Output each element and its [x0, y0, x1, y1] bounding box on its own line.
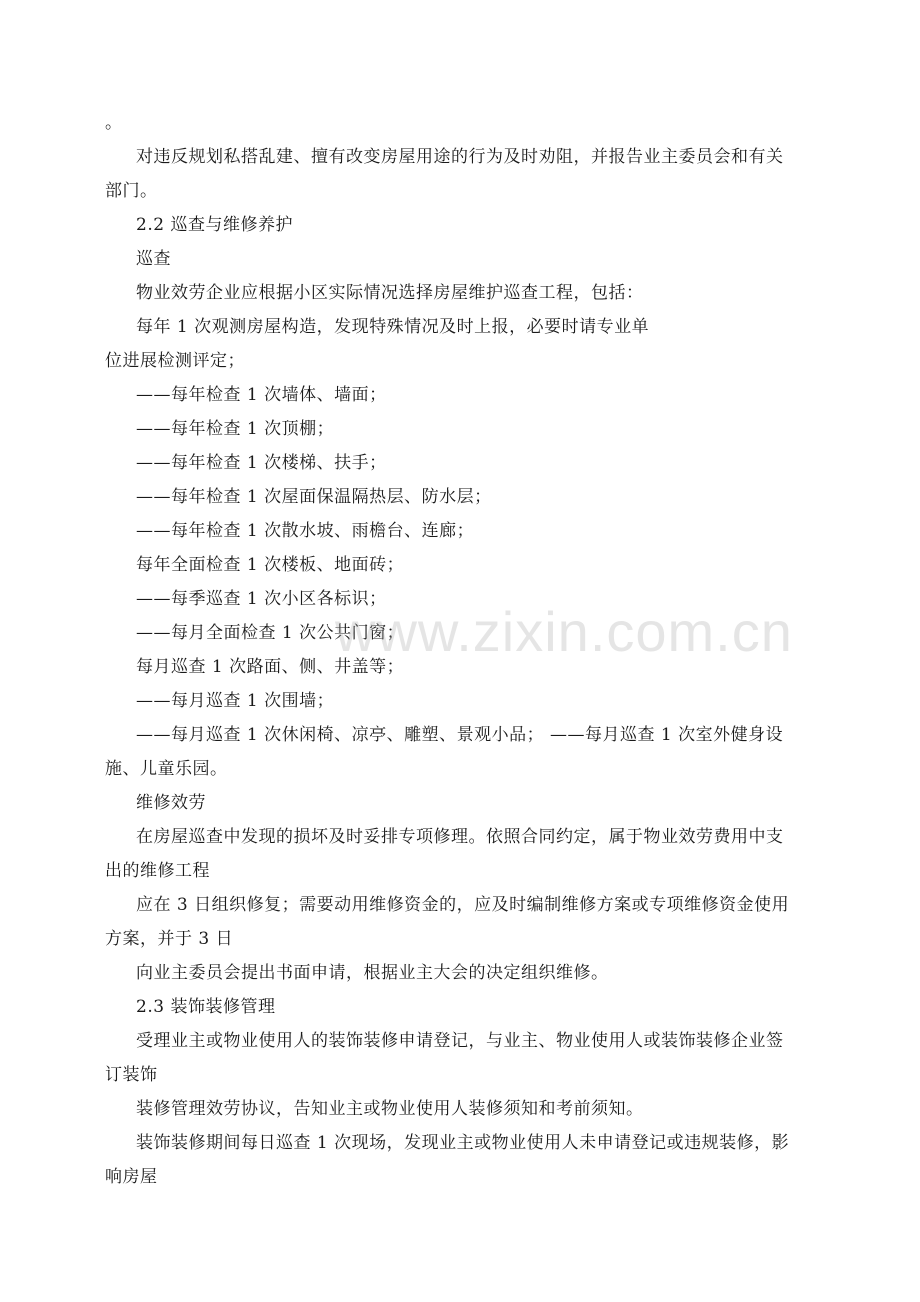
- text-line: 装饰装修期间每日巡查 1 次现场，发现业主或物业使用人未申请登记或违规装修，影: [136, 1133, 790, 1153]
- text-line: 受理业主或物业使用人的装饰装修申请登记，与业主、物业使用人或装饰装修企业签: [136, 1031, 784, 1051]
- text-line: 出的维修工程: [105, 861, 210, 881]
- text-line: 方案，并于 3 日: [105, 929, 234, 949]
- text-line: 响房屋: [105, 1167, 158, 1187]
- list-item: ——每季巡查 1 次小区各标识；: [136, 589, 387, 609]
- text-line: 部门。: [105, 181, 158, 201]
- text-line: 装修管理效劳协议，告知业主或物业使用人装修须知和考前须知。: [136, 1099, 644, 1119]
- section-heading: 2.2 巡查与维修养护: [136, 215, 293, 235]
- watermark: www.zixin.com.cn: [335, 600, 793, 663]
- list-item: ——每月巡查 1 次休闲椅、凉亭、雕塑、景观小品； ——每月巡查 1 次室外健身设: [136, 725, 784, 745]
- list-item: ——每年检查 1 次散水坡、雨檐台、连廊；: [136, 521, 475, 541]
- section-heading: 2.3 装饰装修管理: [136, 997, 276, 1017]
- list-item: ——每年检查 1 次楼梯、扶手；: [136, 453, 387, 473]
- text-line: 订装饰: [105, 1065, 158, 1085]
- list-item: ——每月巡查 1 次围墙；: [136, 691, 335, 711]
- text-line: 物业效劳企业应根据小区实际情况选择房屋维护巡查工程，包括：: [136, 283, 644, 303]
- text-line: 施、儿童乐园。: [105, 759, 228, 779]
- list-item: ——每年检查 1 次屋面保温隔热层、防水层；: [136, 487, 492, 507]
- list-item: 每月巡查 1 次路面、侧、井盖等；: [136, 657, 405, 677]
- list-item: 每年全面检查 1 次楼板、地面砖；: [136, 555, 405, 575]
- subsection-heading: 巡查: [136, 249, 171, 269]
- text-line: 。: [105, 113, 123, 133]
- text-line: 位进展检测评定；: [105, 351, 245, 371]
- list-item: ——每月全面检查 1 次公共门窗；: [136, 623, 405, 643]
- text-line: 每年 1 次观测房屋构造，发现特殊情况及时上报，必要时请专业单: [136, 317, 650, 337]
- text-line: 向业主委员会提出书面申请，根据业主大会的决定组织维修。: [136, 963, 609, 983]
- list-item: ——每年检查 1 次墙体、墙面；: [136, 385, 387, 405]
- text-line: 对违反规划私搭乱建、擅有改变房屋用途的行为及时劝阻，并报告业主委员会和有关: [136, 147, 784, 167]
- text-line: 在房屋巡查中发现的损坏及时妥排专项修理。依照合同约定，属于物业效劳费用中支: [136, 827, 784, 847]
- list-item: ——每年检查 1 次顶棚；: [136, 419, 335, 439]
- text-line: 应在 3 日组织修复；需要动用维修资金的，应及时编制维修方案或专项维修资金使用: [136, 895, 790, 915]
- subsection-heading: 维修效劳: [136, 793, 206, 813]
